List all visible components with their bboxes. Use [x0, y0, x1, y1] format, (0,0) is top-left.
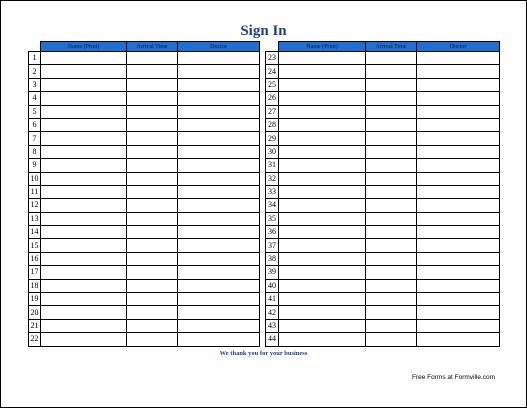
table-row	[266, 239, 500, 252]
sign-in-table-left	[28, 41, 260, 347]
name-cell[interactable]	[41, 118, 127, 131]
row-number: 25	[266, 78, 279, 91]
name-cell[interactable]	[41, 306, 127, 319]
name-cell[interactable]	[41, 52, 127, 65]
doctor-cell[interactable]	[178, 185, 260, 198]
column-header-name: Name (Print)	[41, 42, 127, 52]
row-number: 22	[29, 333, 41, 346]
name-cell[interactable]	[279, 266, 366, 279]
row-number: 29	[266, 132, 279, 145]
name-cell[interactable]	[279, 78, 366, 91]
arrival-time-cell[interactable]	[127, 172, 178, 185]
doctor-cell[interactable]	[417, 279, 500, 292]
row-number: 30	[266, 145, 279, 158]
table-row	[29, 306, 260, 319]
table-row	[266, 172, 500, 185]
row-number: 7	[29, 132, 41, 145]
table-row	[266, 279, 500, 292]
doctor-cell[interactable]	[178, 199, 260, 212]
name-cell[interactable]	[41, 266, 127, 279]
row-number: 16	[29, 252, 41, 265]
doctor-cell[interactable]	[178, 306, 260, 319]
arrival-time-cell[interactable]	[127, 199, 178, 212]
arrival-time-cell[interactable]	[127, 145, 178, 158]
name-cell[interactable]	[41, 293, 127, 306]
doctor-cell[interactable]	[178, 293, 260, 306]
arrival-time-cell[interactable]	[127, 78, 178, 91]
table-row	[29, 52, 260, 65]
doctor-cell[interactable]	[178, 239, 260, 252]
arrival-time-cell[interactable]	[366, 52, 417, 65]
arrival-time-cell[interactable]	[127, 105, 178, 118]
name-cell[interactable]	[41, 145, 127, 158]
row-number: 10	[29, 172, 41, 185]
row-number: 31	[266, 159, 279, 172]
column-header-name: Name (Print)	[279, 42, 366, 52]
row-number: 15	[29, 239, 41, 252]
table-header-row	[266, 42, 500, 52]
name-cell[interactable]	[279, 226, 366, 239]
arrival-time-cell[interactable]	[127, 185, 178, 198]
arrival-time-cell[interactable]	[127, 212, 178, 225]
doctor-cell[interactable]	[178, 279, 260, 292]
arrival-time-cell[interactable]	[366, 132, 417, 145]
doctor-cell[interactable]	[178, 319, 260, 332]
doctor-cell[interactable]	[417, 145, 500, 158]
thank-you-message: We thank you for your business	[219, 350, 308, 357]
column-header-doctor: Doctor	[178, 42, 260, 52]
name-cell[interactable]	[279, 52, 366, 65]
row-number: 18	[29, 279, 41, 292]
name-cell[interactable]	[41, 279, 127, 292]
doctor-cell[interactable]	[417, 319, 500, 332]
table-row	[266, 226, 500, 239]
doctor-cell[interactable]	[417, 78, 500, 91]
arrival-time-cell[interactable]	[127, 226, 178, 239]
table-row	[266, 185, 500, 198]
doctor-cell[interactable]	[178, 226, 260, 239]
arrival-time-cell[interactable]	[127, 252, 178, 265]
table-row	[29, 239, 260, 252]
doctor-cell[interactable]	[178, 333, 260, 346]
row-number: 1	[29, 52, 41, 65]
name-cell[interactable]	[279, 159, 366, 172]
row-number: 37	[266, 239, 279, 252]
doctor-cell[interactable]	[417, 333, 500, 346]
arrival-time-cell[interactable]	[127, 132, 178, 145]
table-row	[266, 52, 500, 65]
row-number: 26	[266, 92, 279, 105]
arrival-time-cell[interactable]	[366, 319, 417, 332]
doctor-cell[interactable]	[178, 252, 260, 265]
name-cell[interactable]	[279, 212, 366, 225]
row-number: 4	[29, 92, 41, 105]
table-row	[266, 212, 500, 225]
name-cell[interactable]	[279, 306, 366, 319]
arrival-time-cell[interactable]	[127, 333, 178, 346]
table-row	[266, 78, 500, 91]
row-number: 19	[29, 293, 41, 306]
doctor-cell[interactable]	[417, 185, 500, 198]
table-row	[266, 92, 500, 105]
table-row	[29, 172, 260, 185]
form-title: Sign In	[240, 23, 287, 39]
table-row	[29, 92, 260, 105]
row-number: 41	[266, 293, 279, 306]
arrival-time-cell[interactable]	[127, 118, 178, 131]
row-number: 21	[29, 319, 41, 332]
name-cell[interactable]	[279, 199, 366, 212]
table-row	[266, 293, 500, 306]
name-cell[interactable]	[41, 199, 127, 212]
arrival-time-cell[interactable]	[127, 293, 178, 306]
doctor-cell[interactable]	[417, 199, 500, 212]
doctor-cell[interactable]	[417, 239, 500, 252]
arrival-time-cell[interactable]	[127, 52, 178, 65]
table-row	[266, 266, 500, 279]
doctor-cell[interactable]	[178, 52, 260, 65]
name-cell[interactable]	[279, 105, 366, 118]
doctor-cell[interactable]	[178, 132, 260, 145]
row-number: 3	[29, 78, 41, 91]
table-row	[29, 226, 260, 239]
name-cell[interactable]	[279, 293, 366, 306]
name-cell[interactable]	[279, 92, 366, 105]
row-number: 5	[29, 105, 41, 118]
row-number: 20	[29, 306, 41, 319]
table-row	[266, 118, 500, 131]
arrival-time-cell[interactable]	[366, 65, 417, 78]
table-row	[29, 319, 260, 332]
name-cell[interactable]	[41, 319, 127, 332]
name-cell[interactable]	[279, 333, 366, 346]
table-row	[29, 279, 260, 292]
doctor-cell[interactable]	[417, 266, 500, 279]
table-row	[29, 199, 260, 212]
arrival-time-cell[interactable]	[127, 306, 178, 319]
row-number: 43	[266, 319, 279, 332]
row-number: 6	[29, 118, 41, 131]
row-number: 27	[266, 105, 279, 118]
row-number: 34	[266, 199, 279, 212]
name-cell[interactable]	[41, 78, 127, 91]
table-row	[29, 293, 260, 306]
name-cell[interactable]	[279, 118, 366, 131]
table-row	[266, 65, 500, 78]
table-row	[29, 333, 260, 346]
arrival-time-cell[interactable]	[127, 239, 178, 252]
arrival-time-cell[interactable]	[366, 78, 417, 91]
arrival-time-cell[interactable]	[366, 118, 417, 131]
name-cell[interactable]	[41, 65, 127, 78]
row-number: 13	[29, 212, 41, 225]
doctor-cell[interactable]	[417, 65, 500, 78]
doctor-cell[interactable]	[178, 266, 260, 279]
table-row	[29, 212, 260, 225]
row-number-header	[266, 42, 279, 52]
doctor-cell[interactable]	[178, 92, 260, 105]
row-number: 32	[266, 172, 279, 185]
arrival-time-cell[interactable]	[366, 92, 417, 105]
row-number: 44	[266, 333, 279, 346]
doctor-cell[interactable]	[417, 132, 500, 145]
doctor-cell[interactable]	[178, 78, 260, 91]
doctor-cell[interactable]	[417, 118, 500, 131]
column-header-arrival-time: Arrival Time	[127, 42, 178, 52]
table-row	[266, 145, 500, 158]
arrival-time-cell[interactable]	[366, 293, 417, 306]
arrival-time-cell[interactable]	[127, 319, 178, 332]
row-number: 39	[266, 266, 279, 279]
doctor-cell[interactable]	[178, 118, 260, 131]
table-row	[266, 333, 500, 346]
name-cell[interactable]	[41, 105, 127, 118]
arrival-time-cell[interactable]	[127, 279, 178, 292]
sign-in-table-right	[265, 41, 500, 347]
arrival-time-cell[interactable]	[366, 306, 417, 319]
name-cell[interactable]	[279, 319, 366, 332]
name-cell[interactable]	[41, 239, 127, 252]
row-number-header	[29, 42, 41, 52]
arrival-time-cell[interactable]	[127, 92, 178, 105]
row-number: 28	[266, 118, 279, 131]
row-number: 42	[266, 306, 279, 319]
arrival-time-cell[interactable]	[366, 172, 417, 185]
column-header-doctor: Doctor	[417, 42, 500, 52]
doctor-cell[interactable]	[178, 172, 260, 185]
name-cell[interactable]	[41, 333, 127, 346]
table-row	[29, 132, 260, 145]
column-header-arrival-time: Arrival Time	[366, 42, 417, 52]
doctor-cell[interactable]	[178, 145, 260, 158]
doctor-cell[interactable]	[178, 159, 260, 172]
row-number: 38	[266, 252, 279, 265]
arrival-time-cell[interactable]	[366, 333, 417, 346]
arrival-time-cell[interactable]	[366, 279, 417, 292]
row-number: 12	[29, 199, 41, 212]
row-number: 17	[29, 266, 41, 279]
doctor-cell[interactable]	[417, 293, 500, 306]
row-number: 24	[266, 65, 279, 78]
name-cell[interactable]	[279, 65, 366, 78]
arrival-time-cell[interactable]	[366, 266, 417, 279]
table-row	[266, 105, 500, 118]
arrival-time-cell[interactable]	[366, 159, 417, 172]
arrival-time-cell[interactable]	[366, 212, 417, 225]
arrival-time-cell[interactable]	[127, 266, 178, 279]
name-cell[interactable]	[41, 226, 127, 239]
doctor-cell[interactable]	[417, 252, 500, 265]
row-number: 23	[266, 52, 279, 65]
row-number: 36	[266, 226, 279, 239]
table-row	[266, 199, 500, 212]
name-cell[interactable]	[279, 132, 366, 145]
table-row	[29, 65, 260, 78]
doctor-cell[interactable]	[417, 172, 500, 185]
doctor-cell[interactable]	[178, 212, 260, 225]
table-row	[266, 252, 500, 265]
table-row	[266, 132, 500, 145]
table-row	[29, 105, 260, 118]
row-number: 40	[266, 279, 279, 292]
doctor-cell[interactable]	[417, 159, 500, 172]
row-number: 8	[29, 145, 41, 158]
credit-text: Free Forms at Formville.com	[412, 374, 496, 381]
arrival-time-cell[interactable]	[366, 145, 417, 158]
row-number: 33	[266, 185, 279, 198]
doctor-cell[interactable]	[417, 226, 500, 239]
arrival-time-cell[interactable]	[366, 226, 417, 239]
name-cell[interactable]	[41, 212, 127, 225]
arrival-time-cell[interactable]	[366, 185, 417, 198]
name-cell[interactable]	[279, 185, 366, 198]
doctor-cell[interactable]	[178, 65, 260, 78]
name-cell[interactable]	[279, 145, 366, 158]
row-number: 35	[266, 212, 279, 225]
arrival-time-cell[interactable]	[366, 199, 417, 212]
table-row	[29, 266, 260, 279]
row-number: 9	[29, 159, 41, 172]
row-number: 11	[29, 185, 41, 198]
name-cell[interactable]	[41, 185, 127, 198]
doctor-cell[interactable]	[417, 306, 500, 319]
arrival-time-cell[interactable]	[366, 252, 417, 265]
name-cell[interactable]	[279, 239, 366, 252]
table-header-row	[29, 42, 260, 52]
name-cell[interactable]	[41, 172, 127, 185]
name-cell[interactable]	[41, 132, 127, 145]
doctor-cell[interactable]	[178, 105, 260, 118]
row-number: 14	[29, 226, 41, 239]
table-row	[266, 319, 500, 332]
name-cell[interactable]	[279, 172, 366, 185]
name-cell[interactable]	[279, 252, 366, 265]
arrival-time-cell[interactable]	[366, 105, 417, 118]
table-row	[266, 306, 500, 319]
arrival-time-cell[interactable]	[127, 159, 178, 172]
name-cell[interactable]	[41, 252, 127, 265]
table-row	[29, 159, 260, 172]
row-number: 2	[29, 65, 41, 78]
table-row	[29, 118, 260, 131]
doctor-cell[interactable]	[417, 92, 500, 105]
doctor-cell[interactable]	[417, 212, 500, 225]
name-cell[interactable]	[41, 92, 127, 105]
doctor-cell[interactable]	[417, 105, 500, 118]
arrival-time-cell[interactable]	[366, 239, 417, 252]
table-row	[29, 78, 260, 91]
arrival-time-cell[interactable]	[127, 65, 178, 78]
name-cell[interactable]	[279, 279, 366, 292]
table-row	[29, 252, 260, 265]
table-row	[29, 185, 260, 198]
table-row	[29, 145, 260, 158]
doctor-cell[interactable]	[417, 52, 500, 65]
name-cell[interactable]	[41, 159, 127, 172]
table-row	[266, 159, 500, 172]
